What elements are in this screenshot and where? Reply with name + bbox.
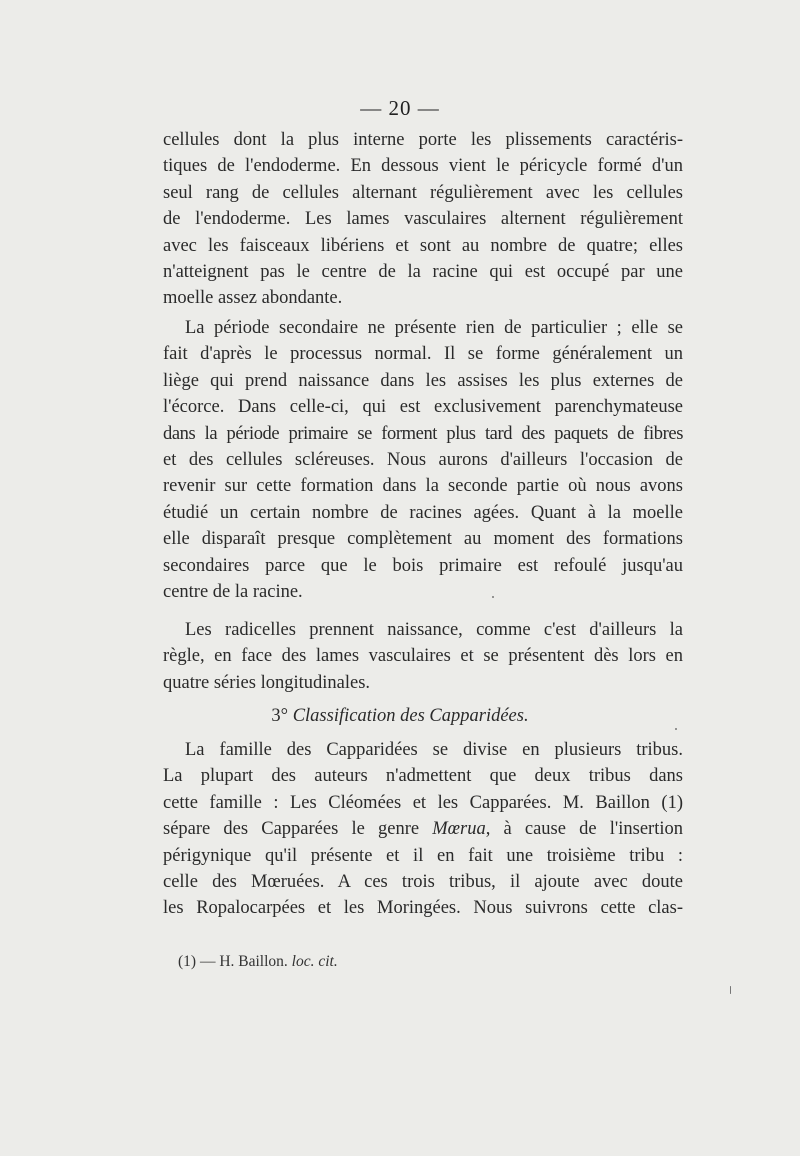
text-line: moelle assez abondante. <box>163 288 343 309</box>
page-number: — 20 — <box>360 96 440 120</box>
paper-speck <box>492 596 494 598</box>
paragraph-4 <box>163 737 683 922</box>
paper-speck <box>730 986 731 994</box>
text-line: et des cellules scléreuses. Nous aurons d'ailleurs l'occasion de <box>163 449 683 470</box>
text-line: La famille des Capparidées se divise en plusieurs tribus. <box>185 740 683 760</box>
text-line: dans la période primaire se forment plus tard des paquets de fibres <box>163 423 683 444</box>
text-line: celle des Mœruées. A ces trois tribus, il ajoute avec doute <box>163 871 683 892</box>
text-line: La période secondaire ne présente rien de particulier ; elle se <box>185 318 683 338</box>
text-line: cette famille : Les Cléomées et les Capparées. M. Baillon (1) <box>163 792 683 813</box>
footnote-dash: — <box>199 953 216 970</box>
text-line: La plupart des auteurs n'admettent que deux tribus dans <box>163 766 683 787</box>
text-line: avec les faisceaux libériens et sont au nombre de quatre; elles <box>163 235 683 256</box>
paragraph-2 <box>163 315 683 605</box>
text-line: liège qui prend naissance dans les assises les plus externes de <box>163 370 683 391</box>
text-line: quatre séries longitudinales. <box>163 672 371 693</box>
footnote <box>178 953 338 971</box>
text-line: fait d'après le processus normal. Il se forme généralement un <box>163 344 683 365</box>
text-line: secondaires parce que le bois primaire est refoulé jusqu'au <box>163 555 683 576</box>
text-line: centre de la racine. <box>163 581 303 602</box>
text-line: périgynique qu'il présente et il en fait une troisième tribu : <box>163 845 683 866</box>
section-heading <box>0 706 800 727</box>
paper-speck <box>675 728 677 730</box>
section-number: 3° <box>271 706 289 726</box>
paragraph-3 <box>163 617 683 696</box>
text-line: seul rang de cellules alternant régulièrement avec les cellules <box>163 182 683 203</box>
text-line: étudié un certain nombre de racines agées. Quant à la moelle <box>163 502 683 523</box>
text-line: sépare des Capparées le genre Mœrua, à cause de l'insertion <box>163 819 683 840</box>
text-line: Les radicelles prennent naissance, comme c'est d'ailleurs la <box>185 620 683 640</box>
paragraph-1 <box>163 127 683 312</box>
text-line: elle disparaît presque complètement au moment des formations <box>163 529 683 550</box>
text-line: de l'endoderme. Les lames vasculaires alternent régulièrement <box>163 209 683 230</box>
text-line: cellules dont la plus interne porte les plissements caractéris- <box>163 130 683 150</box>
footnote-author: H. Baillon. <box>219 953 288 970</box>
footnote-marker: (1) <box>178 953 197 970</box>
footnote-reference: loc. cit. <box>291 953 338 970</box>
text-line: l'écorce. Dans celle-ci, qui est exclusivement parenchymateuse <box>163 397 683 418</box>
text-line: n'atteignent pas le centre de la racine qui est occupé par une <box>163 261 683 282</box>
text-line: tiques de l'endoderme. En dessous vient le péricycle formé d'un <box>163 156 683 177</box>
text-line: les Ropalocarpées et les Moringées. Nous suivrons cette clas- <box>163 898 683 919</box>
text-line: revenir sur cette formation dans la seconde partie où nous avons <box>163 476 683 497</box>
text-line: règle, en face des lames vasculaires et se présentent dès lors en <box>163 646 683 667</box>
section-title: Classification des Capparidées. <box>292 706 529 726</box>
